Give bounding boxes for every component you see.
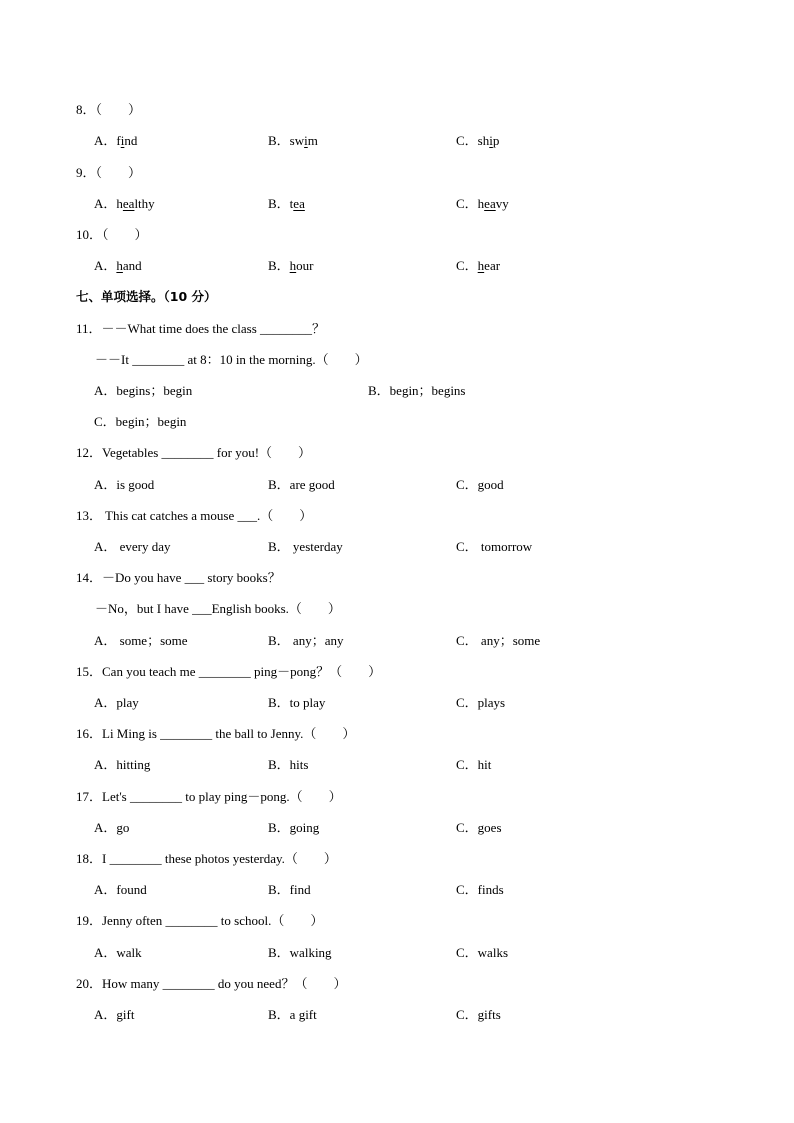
option-c[interactable]: C．hear	[456, 258, 501, 273]
option-b[interactable]: B． yesterday	[268, 539, 343, 554]
option-b[interactable]: B．hits	[268, 757, 309, 772]
question-stem: 15．Can you teach me ________ ping－pong？（ ）	[76, 664, 382, 679]
question-stem: 10．（ ）	[76, 227, 148, 242]
option-a[interactable]: A．find	[94, 133, 138, 148]
question-stem: 11．－－What time does the class ________？	[76, 321, 326, 336]
question-12	[0, 444, 794, 462]
question-stem: 19．Jenny often ________ to school.（ ）	[76, 913, 324, 928]
question-15-options	[0, 694, 794, 712]
option-a[interactable]: A．begins；begin	[94, 383, 193, 398]
option-b[interactable]: B．begin；begins	[368, 383, 466, 398]
option-a[interactable]: A．go	[94, 820, 130, 835]
question-stem: 9．（ ）	[76, 165, 142, 180]
option-c[interactable]: C．begin；begin	[94, 414, 187, 429]
option-a[interactable]: A．hitting	[94, 757, 151, 772]
question-14-reply	[0, 600, 794, 618]
question-stem: 14．－Do you have ___ story books？	[76, 570, 281, 585]
question-reply: －No，but I have ___English books.（ ）	[95, 601, 341, 616]
option-b[interactable]: B．a gift	[268, 1007, 317, 1022]
option-b[interactable]: B．are good	[268, 477, 335, 492]
option-a[interactable]: A．is good	[94, 477, 155, 492]
section-heading	[0, 288, 794, 306]
option-a[interactable]: A． every day	[94, 539, 171, 554]
question-15	[0, 663, 794, 681]
option-c[interactable]: C． any；some	[456, 633, 541, 648]
question-9-options	[0, 195, 794, 213]
question-18	[0, 850, 794, 868]
option-b[interactable]: B．swim	[268, 133, 318, 148]
question-stem: 18．I ________ these photos yesterday.（ ）	[76, 851, 337, 866]
question-16-options	[0, 756, 794, 774]
option-c[interactable]: C．plays	[456, 695, 506, 710]
option-a[interactable]: A．gift	[94, 1007, 135, 1022]
option-a[interactable]: A． some；some	[94, 633, 188, 648]
question-12-options	[0, 476, 794, 494]
option-a[interactable]: A．found	[94, 882, 147, 897]
option-c[interactable]: C．hit	[456, 757, 492, 772]
question-20-options	[0, 1006, 794, 1024]
option-a[interactable]: A．healthy	[94, 196, 155, 211]
question-11-options-row2	[0, 413, 794, 431]
option-c[interactable]: C．gifts	[456, 1007, 501, 1022]
question-17-options	[0, 819, 794, 837]
question-reply: －－It ________ at 8：10 in the morning.（ ）	[95, 352, 368, 367]
option-c[interactable]: C． tomorrow	[456, 539, 533, 554]
option-c[interactable]: C．finds	[456, 882, 504, 897]
option-c[interactable]: C．good	[456, 477, 504, 492]
question-8-options	[0, 132, 794, 150]
question-16	[0, 725, 794, 743]
question-stem: 12．Vegetables ________ for you!（ ）	[76, 445, 312, 460]
question-19-options	[0, 944, 794, 962]
option-c[interactable]: C．walks	[456, 945, 509, 960]
option-c[interactable]: C．goes	[456, 820, 502, 835]
question-8	[0, 101, 794, 119]
option-b[interactable]: B．hour	[268, 258, 314, 273]
question-stem: 20．How many ________ do you need？（ ）	[76, 976, 347, 991]
option-b[interactable]: B．walking	[268, 945, 332, 960]
option-b[interactable]: B．to play	[268, 695, 326, 710]
question-stem: 17．Let's ________ to play ping－pong.（ ）	[76, 789, 342, 804]
question-stem: 13． This cat catches a mouse ___.（ ）	[76, 508, 313, 523]
section-title: 七、单项选择。（10 分）	[76, 289, 217, 304]
question-stem: 16．Li Ming is ________ the ball to Jenny.（ ）	[76, 726, 356, 741]
option-c[interactable]: C．ship	[456, 133, 500, 148]
question-11-reply	[0, 351, 794, 369]
question-20	[0, 975, 794, 993]
question-11	[0, 320, 794, 338]
option-c[interactable]: C．heavy	[456, 196, 509, 211]
question-13	[0, 507, 794, 525]
question-11-options-row1	[0, 382, 794, 400]
question-10	[0, 226, 794, 244]
option-b[interactable]: B．find	[268, 882, 311, 897]
option-a[interactable]: A．hand	[94, 258, 142, 273]
option-b[interactable]: B．going	[268, 820, 320, 835]
question-stem: 8．（ ）	[76, 102, 142, 117]
question-10-options	[0, 257, 794, 275]
option-b[interactable]: B． any；any	[268, 633, 344, 648]
option-a[interactable]: A．play	[94, 695, 139, 710]
question-17	[0, 788, 794, 806]
question-18-options	[0, 881, 794, 899]
question-9	[0, 164, 794, 182]
question-14	[0, 569, 794, 587]
option-a[interactable]: A．walk	[94, 945, 142, 960]
question-13-options	[0, 538, 794, 556]
question-19	[0, 912, 794, 930]
option-b[interactable]: B．tea	[268, 196, 305, 211]
question-14-options	[0, 632, 794, 650]
